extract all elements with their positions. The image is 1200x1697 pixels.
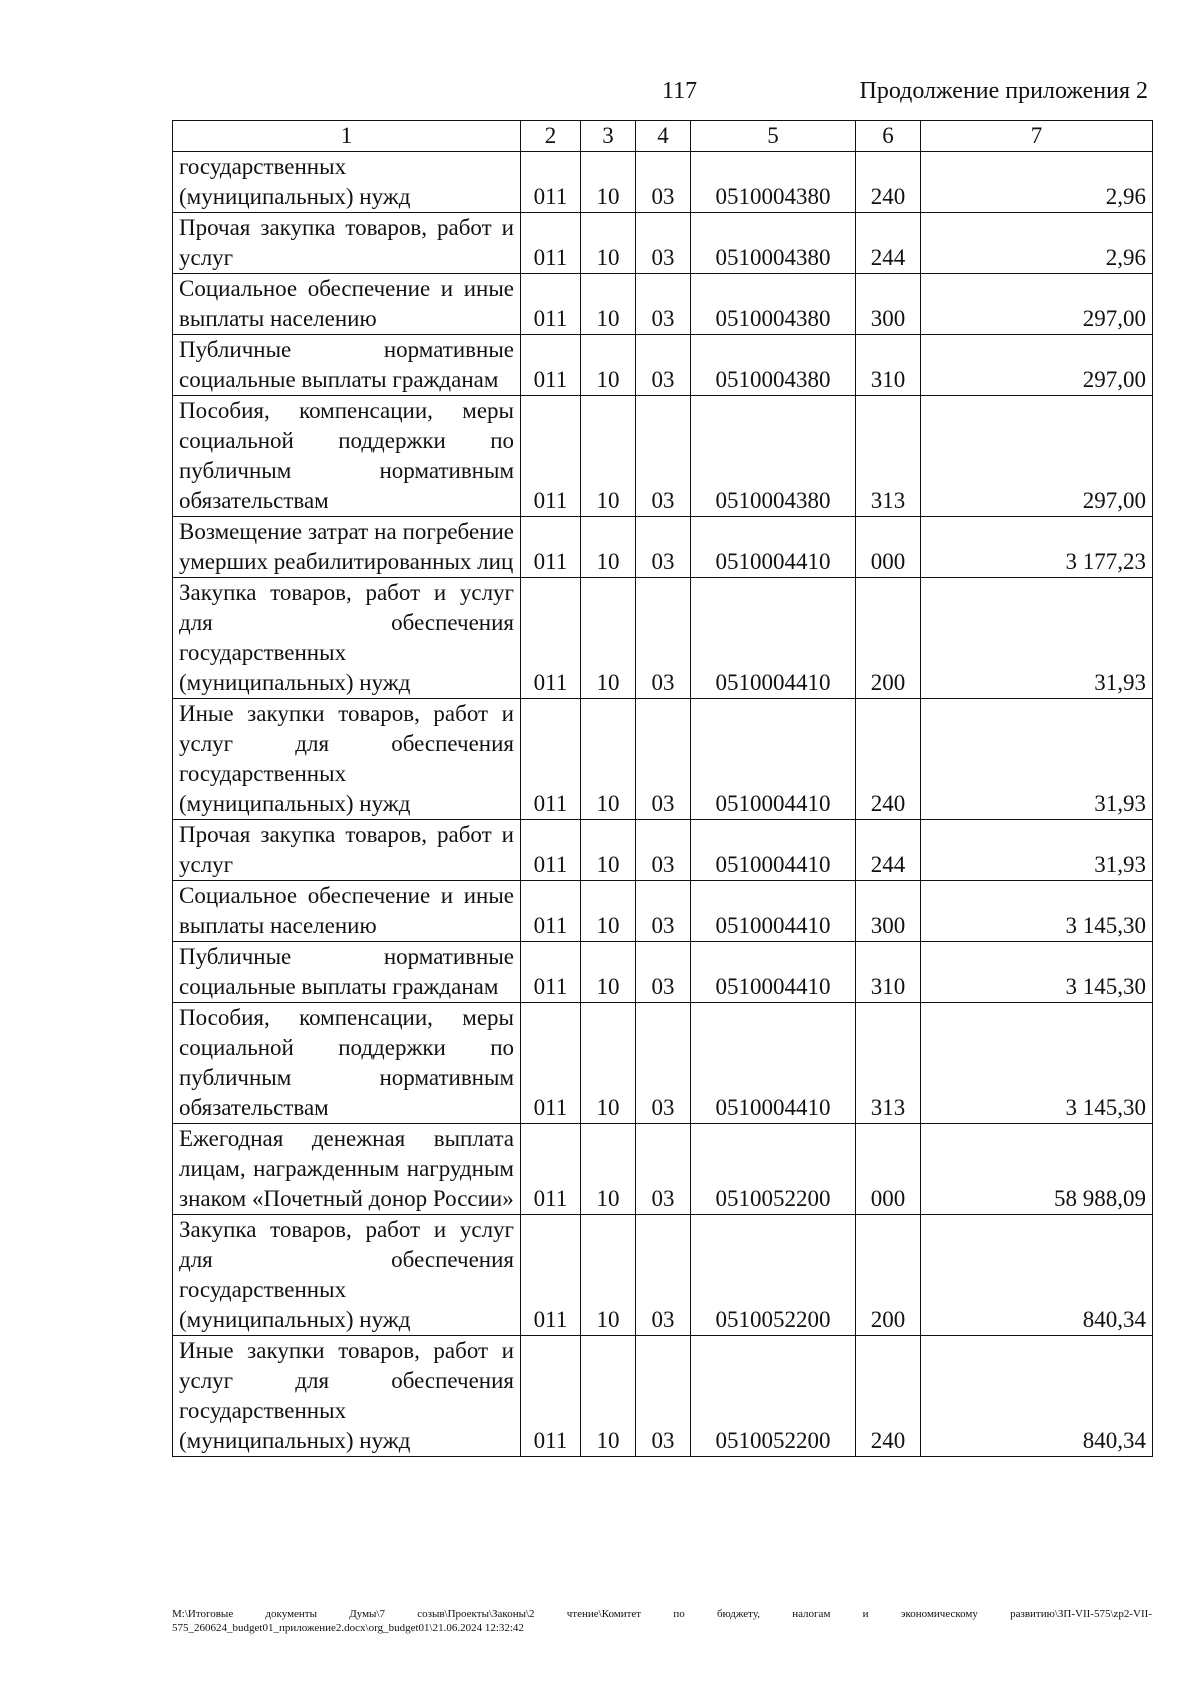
row-code-6: 000 xyxy=(856,517,921,578)
budget-table xyxy=(172,120,1153,1457)
row-code-3: 10 xyxy=(581,152,636,213)
row-code-2: 011 xyxy=(521,335,581,396)
row-amount: 3 177,23 xyxy=(921,517,1153,578)
table-row xyxy=(173,942,1153,1003)
table-header-row xyxy=(173,121,1153,152)
row-code-6: 240 xyxy=(856,699,921,820)
row-code-3: 10 xyxy=(581,942,636,1003)
row-code-4: 03 xyxy=(636,942,691,1003)
row-code-4: 03 xyxy=(636,1336,691,1457)
table-row xyxy=(173,820,1153,881)
row-code-2: 011 xyxy=(521,699,581,820)
row-description: Прочая закупка товаров, работ и услуг xyxy=(173,820,521,881)
row-amount: 3 145,30 xyxy=(921,881,1153,942)
row-code-5: 0510004410 xyxy=(691,578,856,699)
row-code-5: 0510004380 xyxy=(691,274,856,335)
column-header: 2 xyxy=(521,121,581,152)
row-code-6: 240 xyxy=(856,152,921,213)
row-amount: 3 145,30 xyxy=(921,942,1153,1003)
row-description: Возмещение затрат на погребение умерших реабилитированных лиц xyxy=(173,517,521,578)
row-code-4: 03 xyxy=(636,396,691,517)
document-path-footer: M:\Итоговые документы Думы\7 созыв\Проекты\Законы\2 чтение\Комитет по бюджету, налогам и экономическому развитию\ЗП-VII-575\zp2-VII-575_260624_budget01_приложение2.docx\org_budget01\21.06.2024 12:32:42 xyxy=(172,1608,1152,1634)
row-code-4: 03 xyxy=(636,1124,691,1215)
row-description: государственных (муниципальных) нужд xyxy=(173,152,521,213)
row-amount: 31,93 xyxy=(921,820,1153,881)
table-row xyxy=(173,517,1153,578)
column-header: 1 xyxy=(173,121,521,152)
row-code-3: 10 xyxy=(581,396,636,517)
row-code-2: 011 xyxy=(521,1124,581,1215)
table-row xyxy=(173,396,1153,517)
row-code-2: 011 xyxy=(521,1003,581,1124)
row-description: Пособия, компенсации, меры социальной поддержки по публичным нормативным обязательствам xyxy=(173,1003,521,1124)
row-code-6: 310 xyxy=(856,335,921,396)
row-code-5: 0510004380 xyxy=(691,213,856,274)
row-code-6: 244 xyxy=(856,820,921,881)
row-amount: 2,96 xyxy=(921,213,1153,274)
column-header: 3 xyxy=(581,121,636,152)
row-description: Пособия, компенсации, меры социальной поддержки по публичным нормативным обязательствам xyxy=(173,396,521,517)
row-code-6: 310 xyxy=(856,942,921,1003)
row-amount: 297,00 xyxy=(921,274,1153,335)
row-code-2: 011 xyxy=(521,1215,581,1336)
row-amount: 31,93 xyxy=(921,699,1153,820)
row-code-3: 10 xyxy=(581,881,636,942)
row-code-3: 10 xyxy=(581,335,636,396)
row-code-2: 011 xyxy=(521,942,581,1003)
row-code-6: 244 xyxy=(856,213,921,274)
row-amount: 58 988,09 xyxy=(921,1124,1153,1215)
row-code-4: 03 xyxy=(636,881,691,942)
row-amount: 31,93 xyxy=(921,578,1153,699)
row-code-2: 011 xyxy=(521,881,581,942)
column-header: 6 xyxy=(856,121,921,152)
row-code-3: 10 xyxy=(581,699,636,820)
column-header: 4 xyxy=(636,121,691,152)
row-code-5: 0510004410 xyxy=(691,881,856,942)
row-code-4: 03 xyxy=(636,578,691,699)
row-code-3: 10 xyxy=(581,1336,636,1457)
row-code-6: 240 xyxy=(856,1336,921,1457)
row-code-5: 0510004410 xyxy=(691,942,856,1003)
table-row xyxy=(173,1215,1153,1336)
row-code-6: 300 xyxy=(856,881,921,942)
row-code-2: 011 xyxy=(521,1336,581,1457)
column-header: 5 xyxy=(691,121,856,152)
continuation-label: Продолжение приложения 2 xyxy=(859,78,1148,104)
row-code-4: 03 xyxy=(636,517,691,578)
row-code-5: 0510004380 xyxy=(691,396,856,517)
row-code-3: 10 xyxy=(581,213,636,274)
row-code-4: 03 xyxy=(636,274,691,335)
row-description: Ежегодная денежная выплата лицам, награжденным нагрудным знаком «Почетный донор России» xyxy=(173,1124,521,1215)
row-code-2: 011 xyxy=(521,820,581,881)
row-code-6: 313 xyxy=(856,1003,921,1124)
row-code-2: 011 xyxy=(521,274,581,335)
row-code-5: 0510004410 xyxy=(691,1003,856,1124)
row-code-3: 10 xyxy=(581,1215,636,1336)
table-row xyxy=(173,274,1153,335)
row-code-5: 0510004410 xyxy=(691,699,856,820)
row-code-4: 03 xyxy=(636,335,691,396)
row-code-5: 0510004380 xyxy=(691,152,856,213)
row-code-2: 011 xyxy=(521,152,581,213)
row-code-5: 0510052200 xyxy=(691,1124,856,1215)
row-code-2: 011 xyxy=(521,517,581,578)
row-description: Социальное обеспечение и иные выплаты населению xyxy=(173,274,521,335)
row-code-4: 03 xyxy=(636,1003,691,1124)
row-code-2: 011 xyxy=(521,578,581,699)
table-row xyxy=(173,699,1153,820)
row-code-4: 03 xyxy=(636,152,691,213)
table-row xyxy=(173,578,1153,699)
row-description: Социальное обеспечение и иные выплаты населению xyxy=(173,881,521,942)
row-description: Прочая закупка товаров, работ и услуг xyxy=(173,213,521,274)
table-row xyxy=(173,213,1153,274)
column-header: 7 xyxy=(921,121,1153,152)
row-amount: 840,34 xyxy=(921,1336,1153,1457)
page-number: 117 xyxy=(662,78,698,104)
table-row xyxy=(173,1124,1153,1215)
row-amount: 297,00 xyxy=(921,396,1153,517)
row-description: Иные закупки товаров, работ и услуг для обеспечения государственных (муниципальных) нужд xyxy=(173,1336,521,1457)
table-row xyxy=(173,335,1153,396)
row-amount: 3 145,30 xyxy=(921,1003,1153,1124)
row-code-4: 03 xyxy=(636,1215,691,1336)
table-row xyxy=(173,1336,1153,1457)
row-code-3: 10 xyxy=(581,578,636,699)
table-row xyxy=(173,152,1153,213)
table-row xyxy=(173,1003,1153,1124)
row-code-6: 200 xyxy=(856,578,921,699)
row-code-4: 03 xyxy=(636,699,691,820)
row-code-5: 0510004410 xyxy=(691,820,856,881)
row-code-6: 200 xyxy=(856,1215,921,1336)
row-code-2: 011 xyxy=(521,396,581,517)
row-code-5: 0510052200 xyxy=(691,1336,856,1457)
row-code-5: 0510004380 xyxy=(691,335,856,396)
row-description: Закупка товаров, работ и услуг для обеспечения государственных (муниципальных) нужд xyxy=(173,1215,521,1336)
row-description: Публичные нормативные социальные выплаты гражданам xyxy=(173,942,521,1003)
row-code-5: 0510052200 xyxy=(691,1215,856,1336)
row-amount: 2,96 xyxy=(921,152,1153,213)
row-code-3: 10 xyxy=(581,1124,636,1215)
row-code-2: 011 xyxy=(521,213,581,274)
row-description: Публичные нормативные социальные выплаты гражданам xyxy=(173,335,521,396)
row-code-6: 313 xyxy=(856,396,921,517)
row-code-6: 000 xyxy=(856,1124,921,1215)
row-code-5: 0510004410 xyxy=(691,517,856,578)
row-code-3: 10 xyxy=(581,517,636,578)
row-code-4: 03 xyxy=(636,213,691,274)
table-body xyxy=(173,152,1153,1457)
row-amount: 840,34 xyxy=(921,1215,1153,1336)
row-amount: 297,00 xyxy=(921,335,1153,396)
row-description: Закупка товаров, работ и услуг для обеспечения государственных (муниципальных) нужд xyxy=(173,578,521,699)
row-code-6: 300 xyxy=(856,274,921,335)
row-code-3: 10 xyxy=(581,274,636,335)
row-description: Иные закупки товаров, работ и услуг для обеспечения государственных (муниципальных) нужд xyxy=(173,699,521,820)
row-code-3: 10 xyxy=(581,820,636,881)
table-row xyxy=(173,881,1153,942)
row-code-3: 10 xyxy=(581,1003,636,1124)
row-code-4: 03 xyxy=(636,820,691,881)
